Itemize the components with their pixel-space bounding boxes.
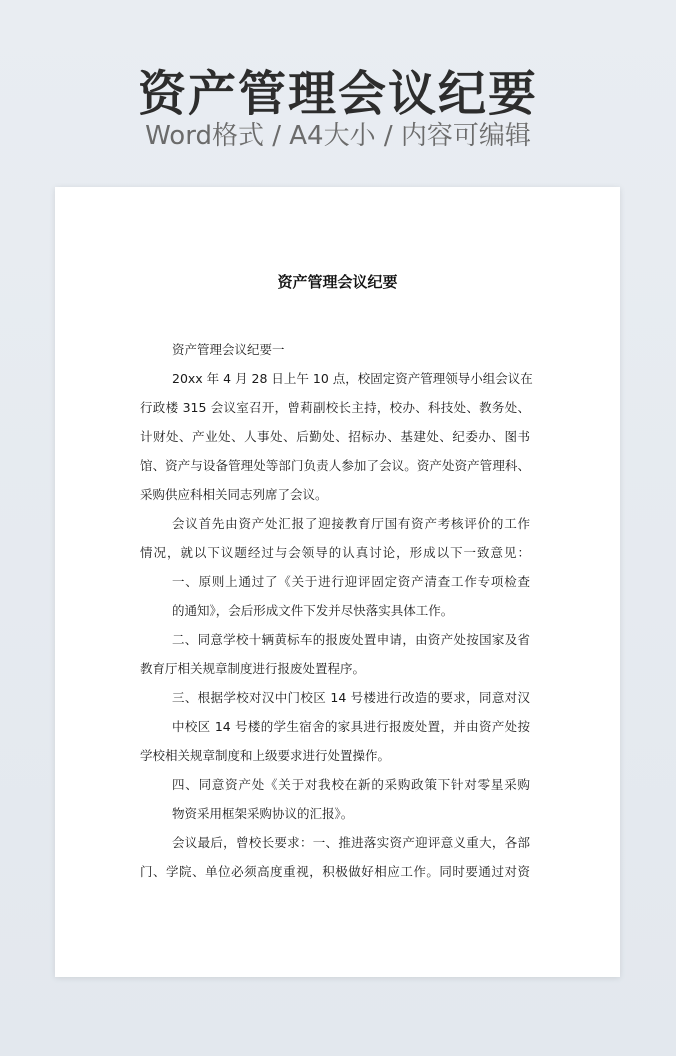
document-line: 采购供应科相关同志列席了会议。 [140,487,328,502]
document-line: 中校区 14 号楼的学生宿舍的家具进行报废处置，并由资产处按 [172,719,530,734]
document-line: 四、同意资产处《关于对我校在新的采购政策下针对零星采购 [172,777,530,792]
document-line: 情况，就以下议题经过与会领导的认真讨论，形成以下一致意见： [140,545,530,560]
document-line: 资产管理会议纪要一 [172,342,285,357]
document-line: 教育厅相关规章制度进行报废处置程序。 [140,661,366,676]
document-line: 计财处、产业处、人事处、后勤处、招标办、基建处、纪委办、图书 [140,429,530,444]
document-line: 物资采用框架采购协议的汇报》。 [172,806,354,821]
document-title: 资产管理会议纪要 [277,273,398,291]
document-page [55,187,620,977]
banner-subtitle: Word格式 / A4大小 / 内容可编辑 [145,121,531,151]
document-line: 会议最后，曾校长要求：一、推进落实资产迎评意义重大，各部 [172,835,530,850]
document-line: 行政楼 315 会议室召开，曾莉副校长主持，校办、科技处、教务处、 [140,400,530,415]
document-line: 学校相关规章制度和上级要求进行处置操作。 [140,748,391,763]
document-line: 会议首先由资产处汇报了迎接教育厅国有资产考核评价的工作 [172,516,530,531]
document-line: 20xx 年 4 月 28 日上午 10 点，校固定资产管理领导小组会议在 [172,371,533,386]
document-line: 的通知》，会后形成文件下发并尽快落实具体工作。 [172,603,454,618]
banner-title: 资产管理会议纪要 [137,66,538,122]
document-line: 三、根据学校对汉中门校区 14 号楼进行改造的要求，同意对汉 [172,690,530,705]
document-line: 二、同意学校十辆黄标车的报废处置申请，由资产处按国家及省 [172,632,530,647]
document-line: 门、学院、单位必须高度重视，积极做好相应工作。同时要通过对资 [140,864,530,879]
document-line: 一、原则上通过了《关于进行迎评固定资产清查工作专项检查 [172,574,530,589]
document-body [140,335,533,886]
document-line: 馆、资产与设备管理处等部门负责人参加了会议。资产处资产管理科、 [140,458,530,473]
